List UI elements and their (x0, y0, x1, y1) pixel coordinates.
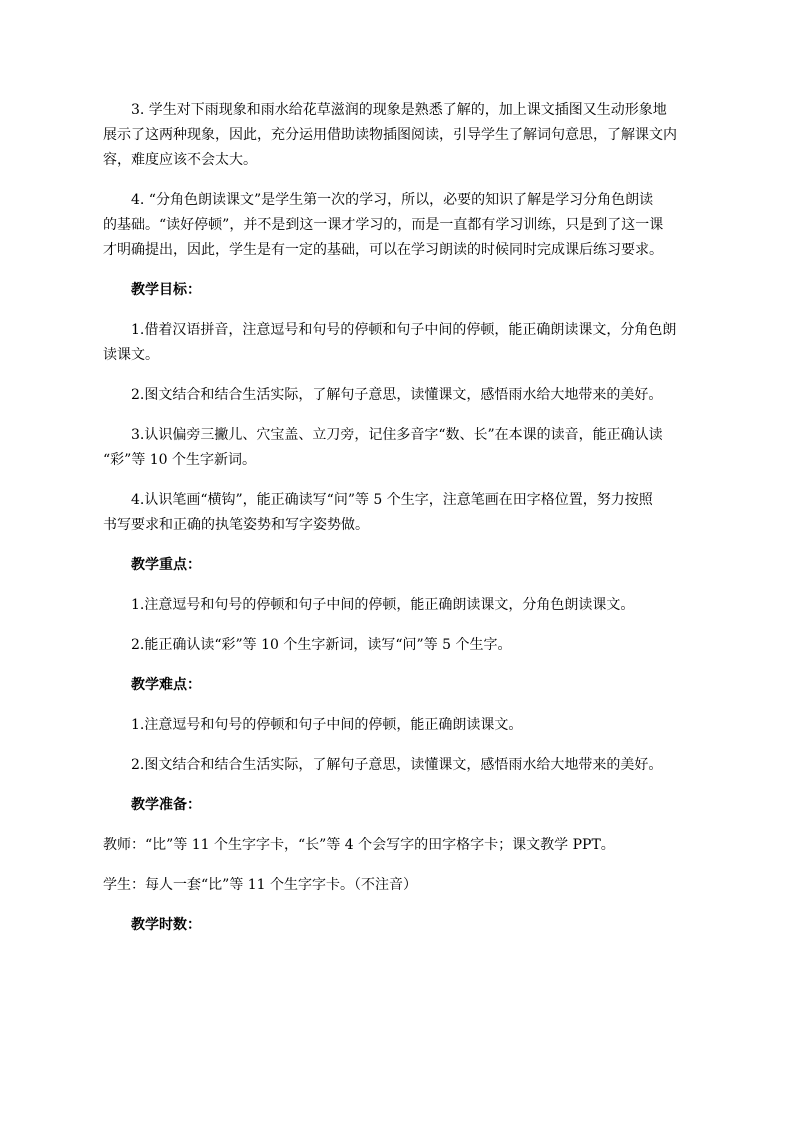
section-difficult-points (103, 673, 703, 698)
difficult-point-line: 1.注意逗号和句号的停顿和句子中间的停顿，能正确朗读课文。 (131, 717, 523, 733)
document-body (103, 98, 703, 938)
prep-line: 学生：每人一套“比”等 11 个生字字卡。（不注音） (103, 877, 418, 893)
key-point-2 (103, 633, 703, 658)
goal-line: 1.借着汉语拼音，注意逗号和句号的停顿和句子中间的停顿，能正确朗读课文，分角色朗 (131, 322, 677, 338)
key-point-1 (103, 593, 703, 618)
paragraph-4 (103, 188, 703, 263)
key-point-line: 2.能正确认读“彩”等 10 个生字新词，读写“问”等 5 个生字。 (131, 637, 512, 653)
heading-key-points: 教学重点： (131, 557, 201, 573)
paragraph-line: 展示了这两种现象，因此，充分运用借助读物插图阅读，引导学生了解词句意思，了解课文内 (103, 127, 677, 143)
goal-line: 2.图文结合和结合生活实际，了解句子意思，读懂课文，感悟雨水给大地带来的美好。 (131, 387, 663, 403)
section-preparation (103, 793, 703, 818)
difficult-point-line: 2.图文结合和结合生活实际，了解句子意思，读懂课文，感悟雨水给大地带来的美好。 (131, 757, 663, 773)
goal-line: “彩”等 10 个生字新词。 (103, 452, 257, 468)
heading-teaching-time: 教学时数： (131, 917, 201, 933)
section-key-points (103, 553, 703, 578)
paragraph-line: 3. 学生对下雨现象和雨水给花草滋润的现象是熟悉了解的，加上课文插图又生动形象地 (131, 102, 667, 118)
goal-item-2 (103, 383, 703, 408)
paragraph-3 (103, 98, 703, 173)
paragraph-line: 4. “分角色朗读课文”是学生第一次的学习，所以，必要的知识了解是学习分角色朗读 (131, 192, 654, 208)
goal-line: 书写要求和正确的执笔姿势和写字姿势做。 (103, 517, 369, 533)
goal-line: 3.认识偏旁三撇儿、穴宝盖、立刀旁，记住多音字“数、长”在本课的读音，能正确认读 (131, 427, 663, 443)
difficult-point-2 (103, 753, 703, 778)
goal-line: 4.认识笔画“横钩”，能正确读写“问”等 5 个生字，注意笔画在田字格位置，努力按照 (131, 492, 653, 508)
goal-item-1 (103, 318, 703, 368)
prep-student (103, 873, 703, 898)
difficult-point-1 (103, 713, 703, 738)
prep-line: 教师：“比”等 11 个生字字卡，“长”等 4 个会写字的田字格字卡；课文教学 PPT。 (103, 837, 615, 853)
goal-line: 读课文。 (103, 347, 159, 363)
goal-item-4 (103, 488, 703, 538)
heading-teaching-goals: 教学目标： (131, 282, 201, 298)
heading-difficult-points: 教学难点： (131, 677, 201, 693)
paragraph-line: 才明确提出，因此，学生是有一定的基础，可以在学习朗读的时候同时完成课后练习要求。 (103, 242, 663, 258)
key-point-line: 1.注意逗号和句号的停顿和句子中间的停顿，能正确朗读课文，分角色朗读课文。 (131, 597, 635, 613)
section-goals (103, 278, 703, 303)
section-teaching-time (103, 913, 703, 938)
goal-item-3 (103, 423, 703, 473)
prep-teacher (103, 833, 703, 858)
paragraph-line: 容，难度应该不会太大。 (103, 152, 257, 168)
paragraph-line: 的基础。“读好停顿”，并不是到这一课才学习的，而是一直都有学习训练，只是到了这一课 (103, 217, 664, 233)
heading-preparation: 教学准备： (131, 797, 201, 813)
